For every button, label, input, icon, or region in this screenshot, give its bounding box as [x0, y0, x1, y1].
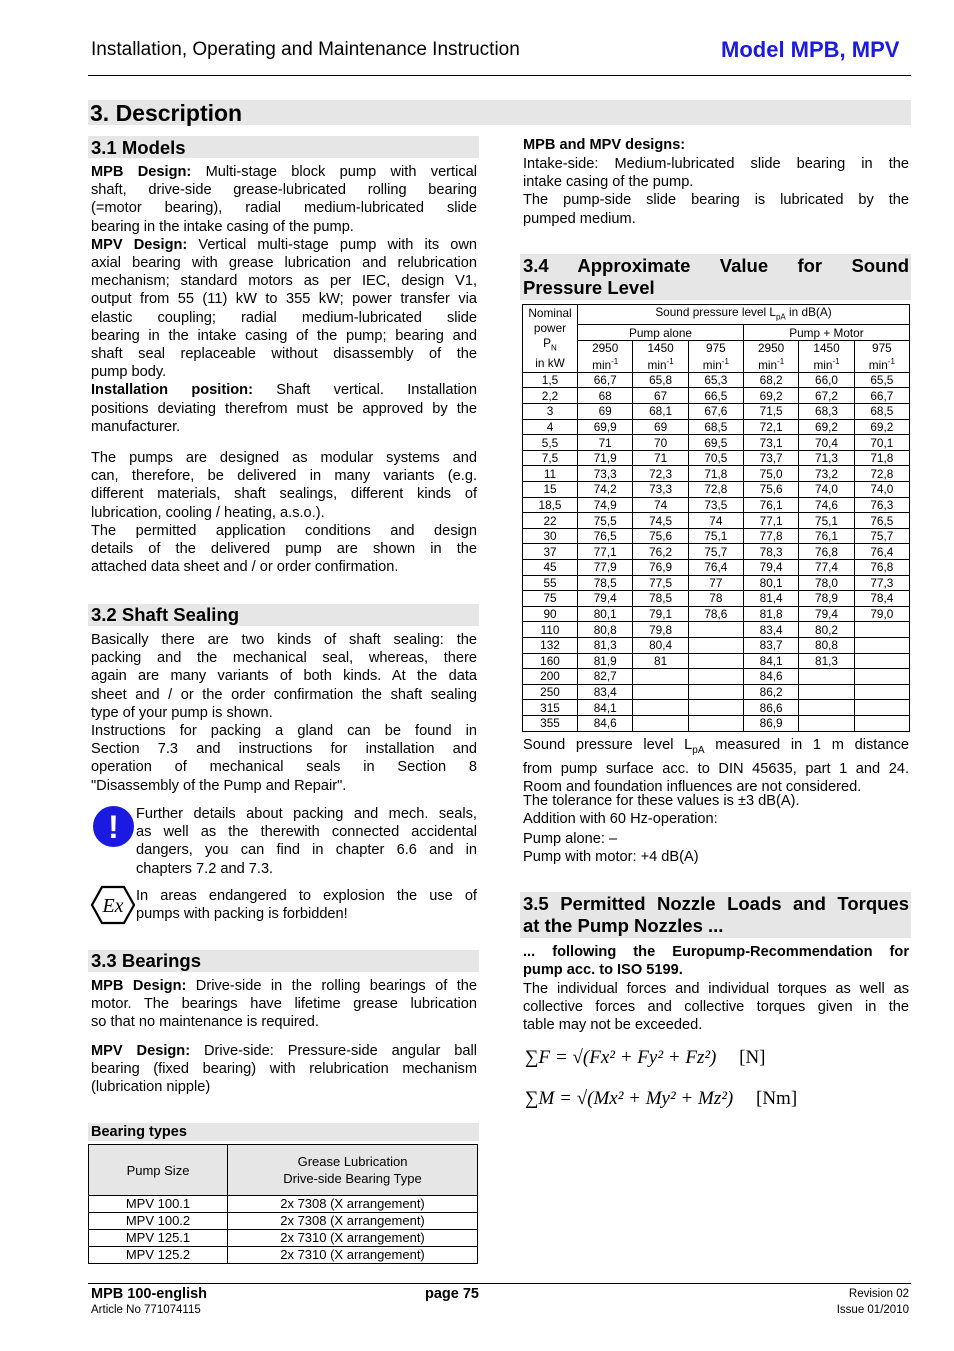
tolerance-text: The tolerance for these values is ±3 dB(A).	[523, 793, 800, 809]
bearings-mpb-label: MPB Design:	[91, 978, 187, 994]
table-row	[523, 466, 910, 482]
sound-level-cell: 72,1	[743, 419, 798, 435]
sound-level-cell: 65,8	[633, 372, 688, 388]
sound-level-cell	[688, 700, 743, 716]
sound-level-cell	[854, 700, 909, 716]
mpv-design-label: MPV Design:	[91, 236, 188, 253]
power-cell: 200	[523, 669, 578, 685]
power-cell: 1,5	[523, 372, 578, 388]
col-nominal-power: Nominal power $P_N$ in kW	[523, 305, 578, 373]
sound-level-cell: 68,5	[688, 419, 743, 435]
sound-level-cell: 69,9	[578, 419, 633, 435]
table-row	[523, 653, 910, 669]
sound-level-cell: 70,1	[854, 435, 909, 451]
sound-level-cell: 74,0	[799, 482, 854, 498]
sound-level-cell: 75,1	[688, 528, 743, 544]
sound-heading: 3.4 Approximate Value for Sound Pressure Level	[523, 255, 909, 298]
table-row	[523, 544, 910, 560]
sound-level-cell: 67	[633, 388, 688, 404]
shaft-sealing-heading: 3.2 Shaft Sealing	[91, 604, 240, 625]
mpb-design-label: MPB Design:	[91, 164, 192, 180]
sound-level-cell	[854, 684, 909, 700]
col-speed: 1450 $\min^{-1}$	[633, 340, 688, 372]
table-row	[523, 591, 910, 607]
table-row	[523, 528, 910, 544]
sound-level-cell	[633, 684, 688, 700]
sound-level-cell: 81,9	[578, 653, 633, 669]
sound-level-cell: 70,5	[688, 450, 743, 466]
sound-level-cell: 81	[633, 653, 688, 669]
sound-level-cell: 68,3	[799, 404, 854, 420]
table-row	[523, 622, 910, 638]
hz-text: Addition with 60 Hz-operation:	[523, 811, 718, 827]
sound-level-cell: 74	[633, 497, 688, 513]
sound-level-cell: 73,2	[799, 466, 854, 482]
sound-level-cell: 69	[578, 404, 633, 420]
sound-level-cell: 73,5	[688, 497, 743, 513]
sound-level-cell: 72,8	[688, 482, 743, 498]
sound-level-cell: 75,0	[743, 466, 798, 482]
sound-level-cell: 69,2	[854, 419, 909, 435]
sound-level-cell: 68,1	[633, 404, 688, 420]
models-text: MPB Design: Multi-stage block pump with vertical shaft, drive-side grease-lubricated rolling bearing (=motor bearing), radial medium-lubricated slide bearing in the intake casing of the pump. MPV Design: Vertical multi-stage pump with its own axial bearing with grease lubrication and relubrication mechanism; standard motors as per IEC, design V1, output from 55 (11) kW to 355 kW; power transfer via elastic coupling; radial medium-lubricated slide bearing in the intake casing of the pump; bearing and shaft seal replaceable without disassembly of the pump body. Installation position: Shaft vertical. Installation positions deviating therefrom must be approved by the manufacturer.	[91, 164, 478, 435]
sound-level-cell: 76,9	[633, 560, 688, 576]
sound-level-cell: 80,2	[799, 622, 854, 638]
sound-level-cell: 72,3	[633, 466, 688, 482]
sound-level-cell: 83,7	[743, 637, 798, 653]
sound-level-cell: 83,4	[578, 684, 633, 700]
footer-document: MPB 100-english	[91, 1286, 208, 1302]
table-row	[523, 606, 910, 622]
sound-level-cell: 77,4	[799, 560, 854, 576]
sound-level-cell: 78,3	[743, 544, 798, 560]
pump-alone-text: Pump alone: –	[523, 831, 618, 847]
table-row	[523, 372, 910, 388]
sound-level-cell: 75,7	[854, 528, 909, 544]
sound-level-cell: 76,1	[799, 528, 854, 544]
sound-level-cell: 79,8	[633, 622, 688, 638]
section-title: 3. Description	[90, 100, 243, 126]
sound-level-cell	[633, 669, 688, 685]
footer-revision: Revision 02	[848, 1288, 909, 1300]
sound-pressure-table	[522, 304, 910, 732]
sound-level-cell: 77,1	[578, 544, 633, 560]
sound-level-cell	[688, 684, 743, 700]
sound-level-cell: 82,7	[578, 669, 633, 685]
sound-level-cell: 86,9	[743, 715, 798, 731]
power-cell: 75	[523, 591, 578, 607]
table-header-row	[523, 325, 910, 341]
sound-level-cell	[633, 700, 688, 716]
sound-level-cell: 77,3	[854, 575, 909, 591]
col-speed: 2950 $\min^{-1}$	[578, 340, 633, 372]
sound-level-cell: 81,4	[743, 591, 798, 607]
table-row: MPV 100.2 2x 7308 (X arrangement)	[89, 1213, 478, 1230]
sound-level-cell: 84,1	[578, 700, 633, 716]
sound-level-cell: 81,3	[578, 637, 633, 653]
sound-level-cell: 84,6	[743, 669, 798, 685]
sound-level-cell	[854, 622, 909, 638]
col-sound-pressure-level: Sound pressure level $L_{pA}$ in dB(A)	[578, 305, 910, 325]
sound-level-cell	[799, 700, 854, 716]
table-row	[523, 435, 910, 451]
footer-divider	[88, 1283, 911, 1284]
table-header-row	[523, 305, 910, 325]
table-header-row	[89, 1145, 478, 1196]
sound-level-cell: 75,6	[743, 482, 798, 498]
sound-level-cell: 74,0	[854, 482, 909, 498]
sound-level-cell: 69,2	[743, 388, 798, 404]
sound-level-cell: 81,8	[743, 606, 798, 622]
sound-notes: Sound pressure level $L_{pA}$ measured in 1 m distance from pump surface acc. to DIN 45635, part 1 and 24. Room and foundation influences are not considered.	[523, 737, 910, 796]
sound-level-cell	[854, 715, 909, 731]
sound-level-cell: 69,5	[688, 435, 743, 451]
sound-level-cell	[688, 715, 743, 731]
sound-level-cell: 79,4	[799, 606, 854, 622]
sound-level-cell: 76,5	[578, 528, 633, 544]
sound-level-cell: 68,2	[743, 372, 798, 388]
sound-level-cell: 76,5	[854, 513, 909, 529]
ex-symbol: Ex	[102, 895, 124, 917]
explosion-protection-icon	[91, 885, 135, 925]
sound-level-cell: 76,4	[688, 560, 743, 576]
sound-level-cell: 70	[633, 435, 688, 451]
sound-level-cell: 76,8	[799, 544, 854, 560]
sound-level-cell: 71	[578, 435, 633, 451]
sound-level-cell: 72,8	[854, 466, 909, 482]
power-cell: 18,5	[523, 497, 578, 513]
col-bearing-type: Grease Lubrication Drive-side Bearing Type	[228, 1145, 478, 1196]
sound-level-cell: 78,4	[854, 591, 909, 607]
sound-level-cell: 71,3	[799, 450, 854, 466]
nozzle-bold-text: ... following the Europump-Recommendation for pump acc. to ISO 5199.	[523, 944, 909, 979]
table-row	[523, 513, 910, 529]
sound-level-cell: 65,3	[688, 372, 743, 388]
table-row	[523, 637, 910, 653]
table-row	[523, 388, 910, 404]
sound-level-cell: 69,2	[799, 419, 854, 435]
power-cell: 5,5	[523, 435, 578, 451]
col-speed: 2950 $\min^{-1}$	[743, 340, 798, 372]
sound-level-cell: 65,5	[854, 372, 909, 388]
power-cell: 2,2	[523, 388, 578, 404]
table-row	[523, 715, 910, 731]
power-cell: 30	[523, 528, 578, 544]
sound-level-cell: 78,6	[688, 606, 743, 622]
power-cell: 315	[523, 700, 578, 716]
sound-level-cell: 77,9	[578, 560, 633, 576]
power-cell: 110	[523, 622, 578, 638]
sound-level-cell: 78,0	[799, 575, 854, 591]
sound-level-cell: 71,9	[578, 450, 633, 466]
sound-level-cell: 79,4	[743, 560, 798, 576]
table-row	[523, 497, 910, 513]
table-row	[523, 404, 910, 420]
col-speed: 975 $\min^{-1}$	[854, 340, 909, 372]
sound-level-cell: 78,9	[799, 591, 854, 607]
sound-level-cell: 84,1	[743, 653, 798, 669]
power-cell: 250	[523, 684, 578, 700]
power-cell: 55	[523, 575, 578, 591]
sound-level-cell: 66,5	[688, 388, 743, 404]
pump-motor-text: Pump with motor: +4 dB(A)	[523, 849, 699, 865]
sound-level-cell	[688, 622, 743, 638]
sound-level-cell: 78,5	[578, 575, 633, 591]
models-heading: 3.1 Models	[91, 137, 186, 158]
note-text: Further details about packing and mech. seals, as well as the therewith connected accidental dangers, you can find in chapter 6.6 and in chapters 7.2 and 7.3.	[136, 806, 477, 877]
sound-level-cell: 77	[688, 575, 743, 591]
sound-level-cell: 80,1	[578, 606, 633, 622]
bearings-heading: 3.3 Bearings	[91, 950, 202, 971]
power-cell: 90	[523, 606, 578, 622]
power-cell: 22	[523, 513, 578, 529]
sound-level-cell: 80,4	[633, 637, 688, 653]
sound-level-cell: 71,8	[854, 450, 909, 466]
power-cell: 160	[523, 653, 578, 669]
nozzle-heading: 3.5 Permitted Nozzle Loads and Torques at the Pump Nozzles ...	[523, 893, 909, 936]
power-cell: 15	[523, 482, 578, 498]
power-cell: 45	[523, 560, 578, 576]
sound-level-cell: 78,5	[633, 591, 688, 607]
power-cell: 11	[523, 466, 578, 482]
shaft-sealing-text: Basically there are two kinds of shaft sealing: the packing and the mechanical seal, whereas, there again are many variants of both kinds. At the data sheet and / or the order confirmation the shaft sealing type of your pump is shown. Instructions for packing a gland can be found in Section 7.3 and instructions for installation and operation of mechanical seals in Section 8 "Disassembly of the Pump and Repair".	[91, 632, 477, 794]
header-divider	[88, 75, 911, 76]
sound-level-cell	[799, 715, 854, 731]
sound-level-cell: 74,9	[578, 497, 633, 513]
sound-level-cell: 84,6	[578, 715, 633, 731]
sound-level-cell	[688, 653, 743, 669]
sound-level-cell: 76,1	[743, 497, 798, 513]
sound-level-cell: 80,1	[743, 575, 798, 591]
power-cell: 7,5	[523, 450, 578, 466]
torque-formula: ∑M = √(Mx² + My² + Mz²) [Nm]	[525, 1088, 798, 1109]
footer-article: Article No 771074115	[91, 1304, 201, 1316]
designs-heading: MPB and MPV designs:	[523, 137, 686, 153]
bearing-types-table	[88, 1144, 478, 1264]
bearings-mpv-label: MPV Design:	[91, 1043, 191, 1059]
col-pump-alone: Pump alone	[578, 325, 744, 341]
table-row	[523, 684, 910, 700]
power-cell: 3	[523, 404, 578, 420]
sound-level-cell: 66,7	[854, 388, 909, 404]
table-row	[523, 669, 910, 685]
sound-level-cell	[799, 669, 854, 685]
sound-level-cell: 71,8	[688, 466, 743, 482]
table-row	[523, 700, 910, 716]
sound-level-cell: 76,4	[854, 544, 909, 560]
sound-level-cell: 77,8	[743, 528, 798, 544]
sound-level-cell: 74,5	[633, 513, 688, 529]
sound-level-cell: 66,0	[799, 372, 854, 388]
table-row	[523, 575, 910, 591]
table-row	[523, 482, 910, 498]
sound-level-cell: 66,7	[578, 372, 633, 388]
table-row: MPV 100.1 2x 7308 (X arrangement)	[89, 1196, 478, 1213]
sound-level-cell: 73,7	[743, 450, 798, 466]
sound-level-cell: 68	[578, 388, 633, 404]
sound-level-cell: 74,6	[799, 497, 854, 513]
sound-level-cell: 73,1	[743, 435, 798, 451]
sound-level-cell: 81,3	[799, 653, 854, 669]
sound-level-cell	[688, 637, 743, 653]
designs-text: Intake-side: Medium-lubricated slide bearing in the intake casing of the pump. The pump-side slide bearing is lubricated by the pumped medium.	[523, 156, 909, 227]
page-number: page 75	[425, 1286, 479, 1302]
sound-level-cell: 74,2	[578, 482, 633, 498]
sound-level-cell: 71,5	[743, 404, 798, 420]
sound-level-cell: 79,1	[633, 606, 688, 622]
explosion-warning-text: In areas endangered to explosion the use of pumps with packing is forbidden!	[136, 888, 477, 923]
exclamation-icon: !	[93, 806, 134, 847]
power-cell: 4	[523, 419, 578, 435]
sound-level-cell: 75,6	[633, 528, 688, 544]
table-row: MPV 125.1 2x 7310 (X arrangement)	[89, 1230, 478, 1247]
sound-level-cell: 76,8	[854, 560, 909, 576]
sound-level-cell: 67,2	[799, 388, 854, 404]
sound-level-cell: 73,3	[578, 466, 633, 482]
model-title: Model MPB, MPV	[721, 37, 900, 62]
table-row	[523, 560, 910, 576]
sound-level-cell: 79,0	[854, 606, 909, 622]
bearings-mpv-text: MPV Design: Drive-side: Pressure-side angular ball bearing (fixed bearing) with relubrication mechanism (lubrication nipple)	[91, 1043, 477, 1096]
power-cell: 132	[523, 637, 578, 653]
sound-level-cell: 76,2	[633, 544, 688, 560]
table-row: MPV 125.2 2x 7310 (X arrangement)	[89, 1247, 478, 1264]
sound-level-cell: 68,5	[854, 404, 909, 420]
sound-level-cell: 83,4	[743, 622, 798, 638]
table-row	[523, 450, 910, 466]
bearing-types-heading: Bearing types	[91, 1124, 187, 1140]
sound-level-cell: 80,8	[578, 622, 633, 638]
sound-level-cell: 67,6	[688, 404, 743, 420]
sound-level-cell	[633, 715, 688, 731]
table-row	[523, 419, 910, 435]
sound-level-cell: 73,3	[633, 482, 688, 498]
sound-level-cell: 80,8	[799, 637, 854, 653]
sound-level-cell	[854, 637, 909, 653]
col-speed: 975 $\min^{-1}$	[688, 340, 743, 372]
sound-level-cell: 69	[633, 419, 688, 435]
force-formula: ∑F = √(Fx² + Fy² + Fz²) [N]	[525, 1047, 766, 1068]
sound-level-cell	[688, 669, 743, 685]
sound-level-cell	[799, 684, 854, 700]
sound-level-cell: 70,4	[799, 435, 854, 451]
sound-level-cell	[854, 653, 909, 669]
power-cell: 355	[523, 715, 578, 731]
document-header-title: Installation, Operating and Maintenance Instruction	[91, 39, 520, 60]
footer-issue: Issue 01/2010	[836, 1304, 909, 1316]
sound-level-cell: 75,5	[578, 513, 633, 529]
col-speed: 1450 $\min^{-1}$	[799, 340, 854, 372]
sound-level-cell: 86,2	[743, 684, 798, 700]
sound-level-cell: 75,1	[799, 513, 854, 529]
sound-level-cell: 86,6	[743, 700, 798, 716]
power-cell: 37	[523, 544, 578, 560]
col-pump-motor: Pump + Motor	[743, 325, 909, 341]
sound-table-body	[523, 372, 910, 731]
sound-level-cell: 71	[633, 450, 688, 466]
sound-level-cell: 79,4	[578, 591, 633, 607]
installation-position-label: Installation position:	[91, 382, 253, 399]
sound-level-cell: 77,5	[633, 575, 688, 591]
sound-level-cell: 76,3	[854, 497, 909, 513]
table-header-row	[523, 340, 910, 372]
nozzle-text: The individual forces and individual torques as well as collective forces and collective torques given in the table may not be exceeded.	[523, 981, 909, 1034]
sound-level-cell	[854, 669, 909, 685]
sound-level-cell: 77,1	[743, 513, 798, 529]
col-pump-size: Pump Size	[89, 1145, 228, 1196]
sound-level-cell: 74	[688, 513, 743, 529]
bearings-mpb-text: MPB Design: Drive-side in the rolling bearings of the motor. The bearings have lifetime grease lubrication so that no maintenance is required.	[91, 978, 477, 1031]
modular-paragraph: The pumps are designed as modular systems and can, therefore, be delivered in many variants (e.g. different materials, shaft sealings, different kinds of lubrication, cooling / heating, a.s.o.). The permitted application conditions and design details of the delivered pump are shown in the attached data sheet and / or order confirmation.	[91, 450, 477, 576]
sound-level-cell: 78	[688, 591, 743, 607]
sound-level-cell: 75,7	[688, 544, 743, 560]
